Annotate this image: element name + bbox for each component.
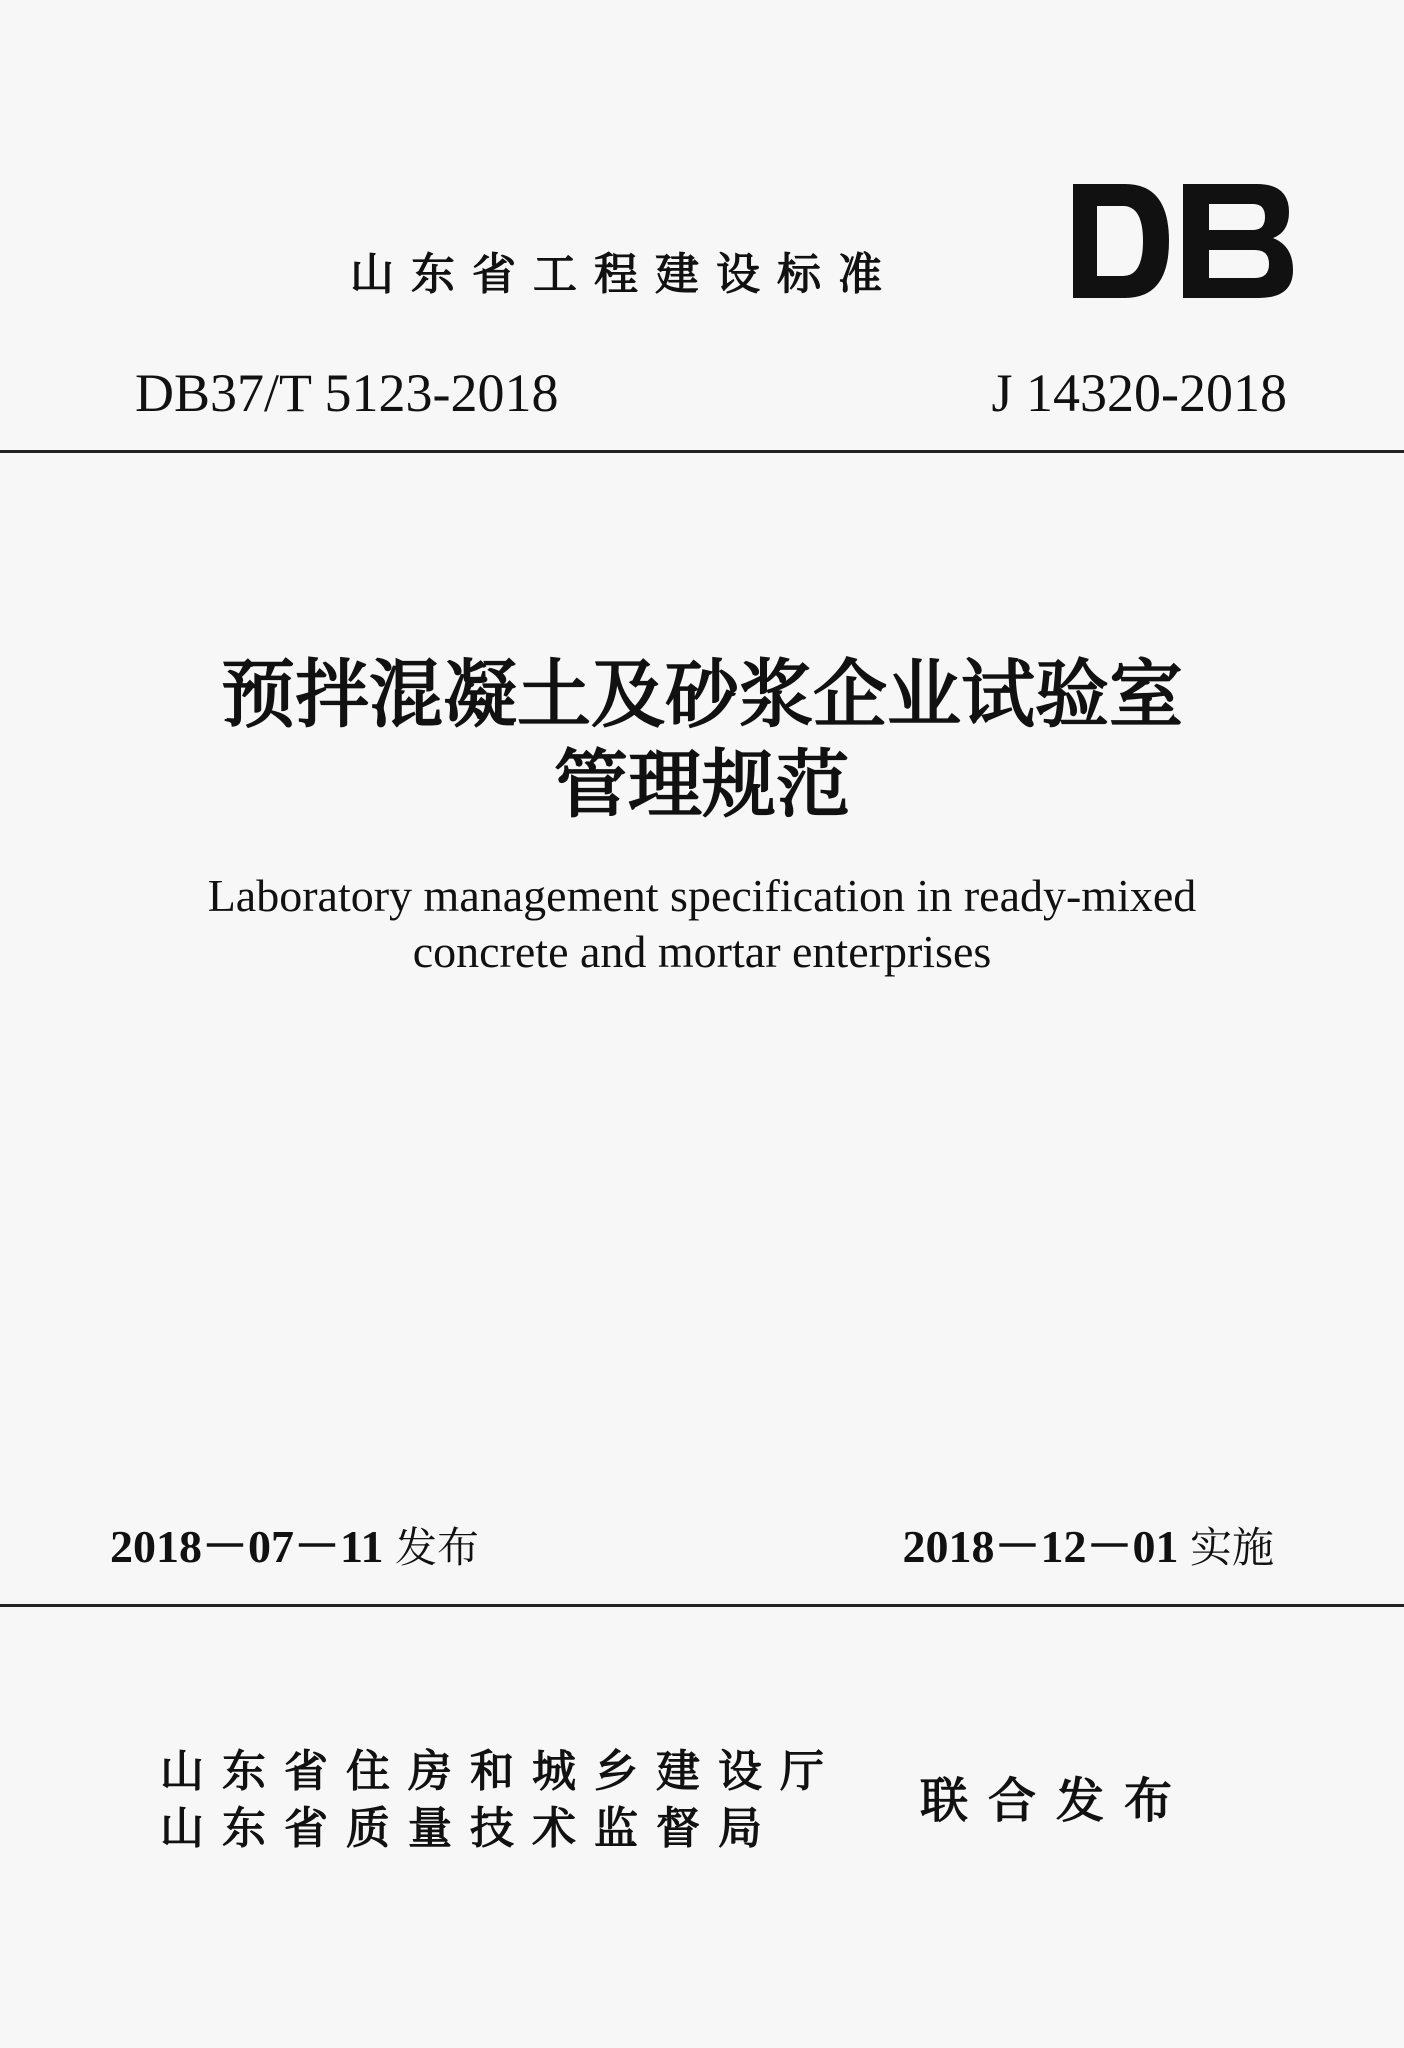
publish-label: 发布 [394, 1523, 479, 1572]
publish-date-value: 2018－07－11 [110, 1521, 384, 1572]
publish-date [110, 1510, 479, 1576]
title-english-line-2: concrete and mortar enterprises [412, 926, 992, 977]
issuer-2: 山东省质量技术监督局 [160, 1803, 780, 1854]
db-logo-b [1183, 184, 1293, 298]
issuer-1: 山东省住房和城乡建设厅 [160, 1746, 842, 1797]
joint-publish-label: 联合发布 [920, 1773, 1193, 1829]
title-english-line-1: Laboratory management specification in ready-mixed [207, 870, 1197, 921]
db-logo-d [1073, 184, 1169, 298]
title-chinese-line-2: 管理规范 [554, 742, 850, 828]
standard-code: DB37/T 5123-2018 [135, 363, 559, 423]
effective-date-value: 2018－12－01 [902, 1521, 1179, 1572]
bottom-divider [0, 1604, 1404, 1607]
top-divider [0, 450, 1404, 453]
effective-label: 实施 [1189, 1523, 1274, 1572]
db-logo [1063, 178, 1297, 304]
standard-series: 山东省工程建设标准 [350, 249, 899, 300]
filing-code: J 14320-2018 [991, 363, 1287, 423]
title-chinese-line-1: 预拌混凝土及砂浆企业试验室 [221, 652, 1183, 738]
effective-date [902, 1510, 1274, 1576]
